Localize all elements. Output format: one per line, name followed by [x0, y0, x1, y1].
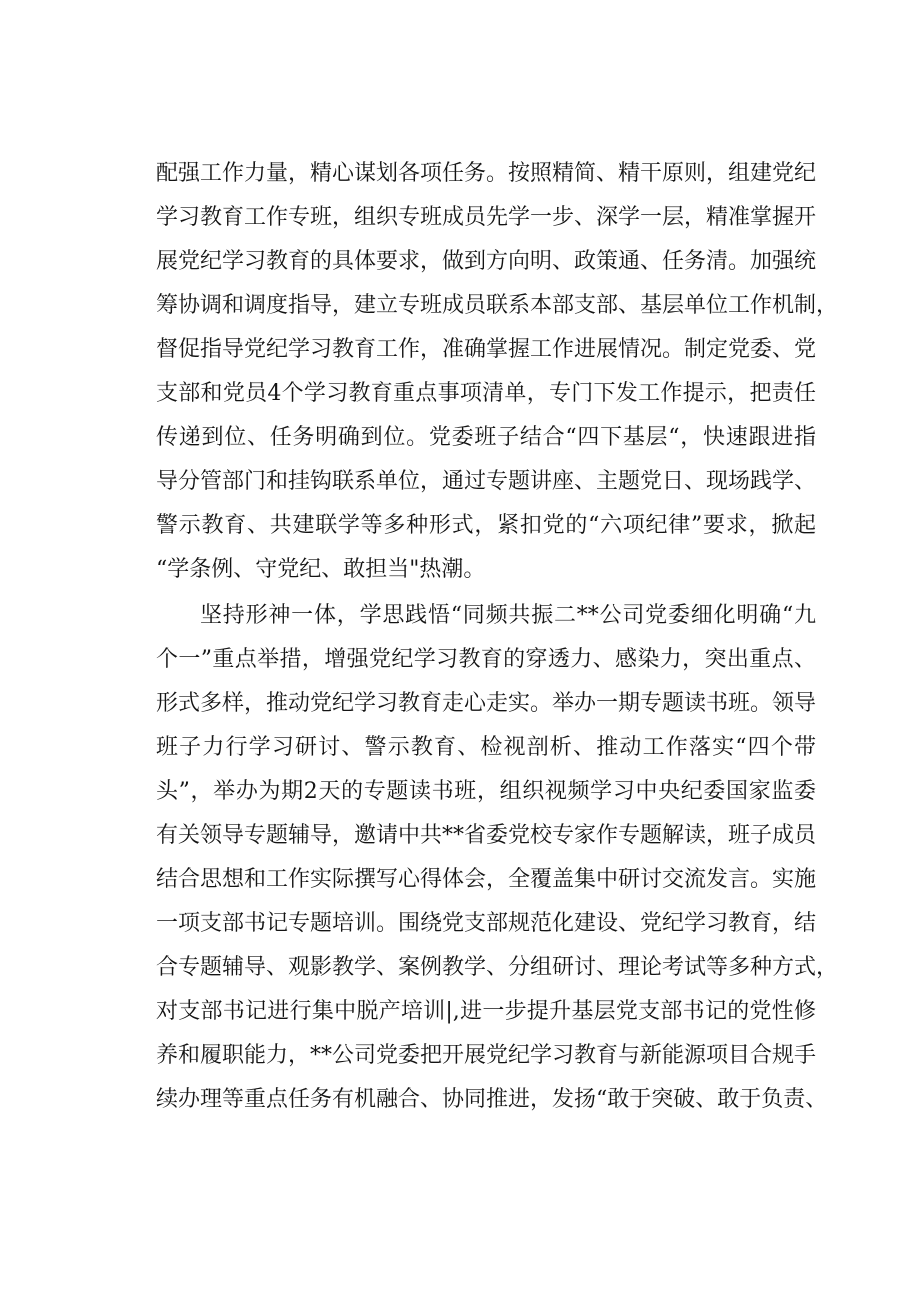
paragraph-2-line-7: 结合思想和工作实际撰写心得体会，全覆盖集中研讨交流发言。实施: [156, 867, 817, 892]
paragraph-1-line-7: 传递到位、任务明确到位。党委班子结合“四下基层“，快速跟进指: [156, 425, 816, 450]
paragraph-2-line-1: 坚持形神一体，学思践悟“同频共振二**公司党委细化明确“九: [200, 603, 816, 628]
paragraph-1-line-1: 配强工作力量，精心谋划各项任务。按照精简、精干原则，组建党纪: [156, 161, 817, 186]
paragraph-1-line-9: 警示教育、共建联学等多种形式，紧扣党的“六项纪律”要求，掀起: [156, 513, 816, 538]
paragraph-1-line-2: 学习教育工作专班，组织专班成员先学一步、深学一层，精准掌握开: [156, 205, 817, 230]
paragraph-1-line-4: 筹协调和调度指导，建立专班成员联系本部支部、基层单位工作机制，: [156, 293, 839, 318]
paragraph-1-line-5: 督促指导党纪学习教育工作，准确掌握工作进展情况。制定党委、党: [156, 337, 817, 362]
paragraph-1-line-10: “学条例、守党纪、敢担当"热潮。: [156, 557, 486, 582]
paragraph-2-line-5: 头”，举办为期2天的专题读书班，组织视频学习中央纪委国家监委: [156, 779, 816, 804]
paragraph-2-line-12: 续办理等重点任务有机融合、协同推进，发扬“敢于突破、敢于负责、: [156, 1087, 828, 1112]
paragraph-2-line-3: 形式多样，推动党纪学习教育走心走实。举办一期专题读书班。领导: [156, 691, 817, 716]
paragraph-2-line-6: 有关领导专题辅导，邀请中共**省委党校专家作专题解读，班子成员: [156, 823, 817, 848]
paragraph-1-line-8: 导分管部门和挂钩联系单位，通过专题讲座、主题党日、现场践学、: [156, 469, 817, 494]
paragraph-1-line-3: 展党纪学习教育的具体要求，做到方向明、政策通、任务清。加强统: [156, 249, 817, 274]
paragraph-2-line-2: 个一”重点举措，增强党纪学习教育的穿透力、感染力，突出重点、: [156, 647, 816, 672]
paragraph-2-line-9: 合专题辅导、观影教学、案例教学、分组研讨、理论考试等多种方式，: [156, 955, 839, 980]
paragraph-2-line-10: 对支部书记进行集中脱产培训|,进一步提升基层党支部书记的党性修: [156, 999, 816, 1024]
paragraph-2-line-8: 一项支部书记专题培训。围绕党支部规范化建设、党纪学习教育，结: [156, 911, 817, 936]
paragraph-1-line-6: 支部和党员4个学习教育重点事项清单，专门下发工作提示，把责任: [156, 381, 816, 406]
paragraph-2-line-4: 班子力行学习研讨、警示教育、检视剖析、推动工作落实“四个带: [156, 735, 816, 760]
paragraph-2-line-11: 养和履职能力，**公司党委把开展党纪学习教育与新能源项目合规手: [156, 1043, 817, 1068]
